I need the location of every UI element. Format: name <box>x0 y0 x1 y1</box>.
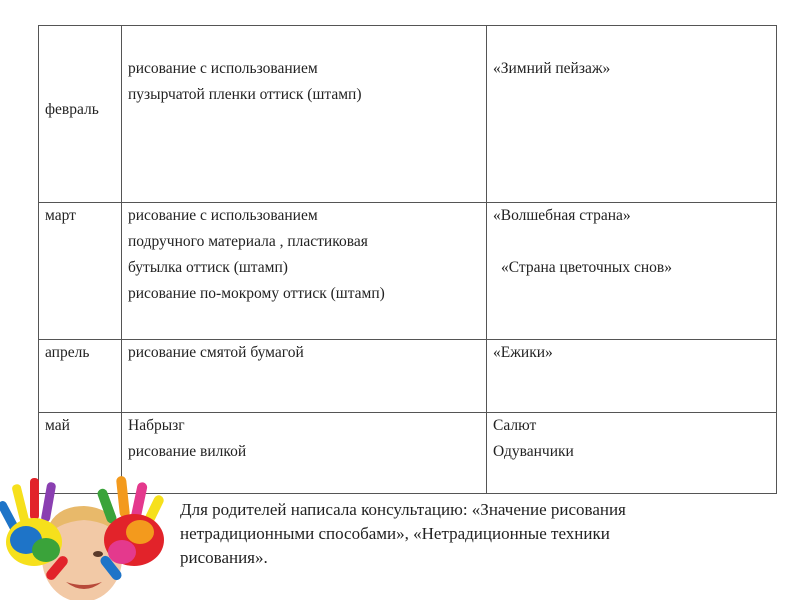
child-eye <box>93 551 103 557</box>
work-cell <box>487 340 777 413</box>
technique-line: рисование смятой бумагой <box>128 344 304 361</box>
note-line: нетрадиционными способами», «Нетрадиционные техники <box>180 524 610 543</box>
child-painted-hands-photo <box>0 470 180 600</box>
work-title: Одуванчики <box>493 443 574 460</box>
technique-line: рисование с использованием <box>128 60 318 77</box>
table-row <box>39 26 777 203</box>
technique-cell <box>122 203 487 340</box>
month-cell <box>39 340 122 413</box>
work-title: «Волшебная страна» <box>493 207 631 224</box>
technique-line: пузырчатой пленки оттиск (штамп) <box>128 86 362 103</box>
technique-line: рисование вилкой <box>128 443 247 460</box>
month-label: март <box>45 207 76 224</box>
technique-cell <box>122 340 487 413</box>
work-cell <box>487 203 777 340</box>
work-title: «Страна цветочных снов» <box>501 259 672 276</box>
note-line: Для родителей написала консультацию: «Значение рисования <box>180 500 626 519</box>
table-row <box>39 203 777 340</box>
month-cell <box>39 203 122 340</box>
work-title: «Зимний пейзаж» <box>493 60 611 77</box>
work-cell <box>487 26 777 203</box>
month-label: май <box>45 417 70 434</box>
note-line: рисования». <box>180 548 268 567</box>
month-label: апрель <box>45 344 90 361</box>
work-cell <box>487 413 777 494</box>
activity-table <box>38 25 777 494</box>
month-cell <box>39 26 122 203</box>
technique-line: Набрызг <box>128 417 185 434</box>
work-title: Салют <box>493 417 537 434</box>
parents-consultation-note <box>180 498 780 570</box>
technique-cell <box>122 26 487 203</box>
technique-line: рисование по-мокрому оттиск (штамп) <box>128 285 385 302</box>
technique-line: рисование с использованием <box>128 207 318 224</box>
month-label: февраль <box>45 101 99 118</box>
technique-line: подручного материала , пластиковая <box>128 233 368 250</box>
technique-line: бутылка оттиск (штамп) <box>128 259 288 276</box>
table-row <box>39 340 777 413</box>
work-title: «Ежики» <box>493 344 553 361</box>
